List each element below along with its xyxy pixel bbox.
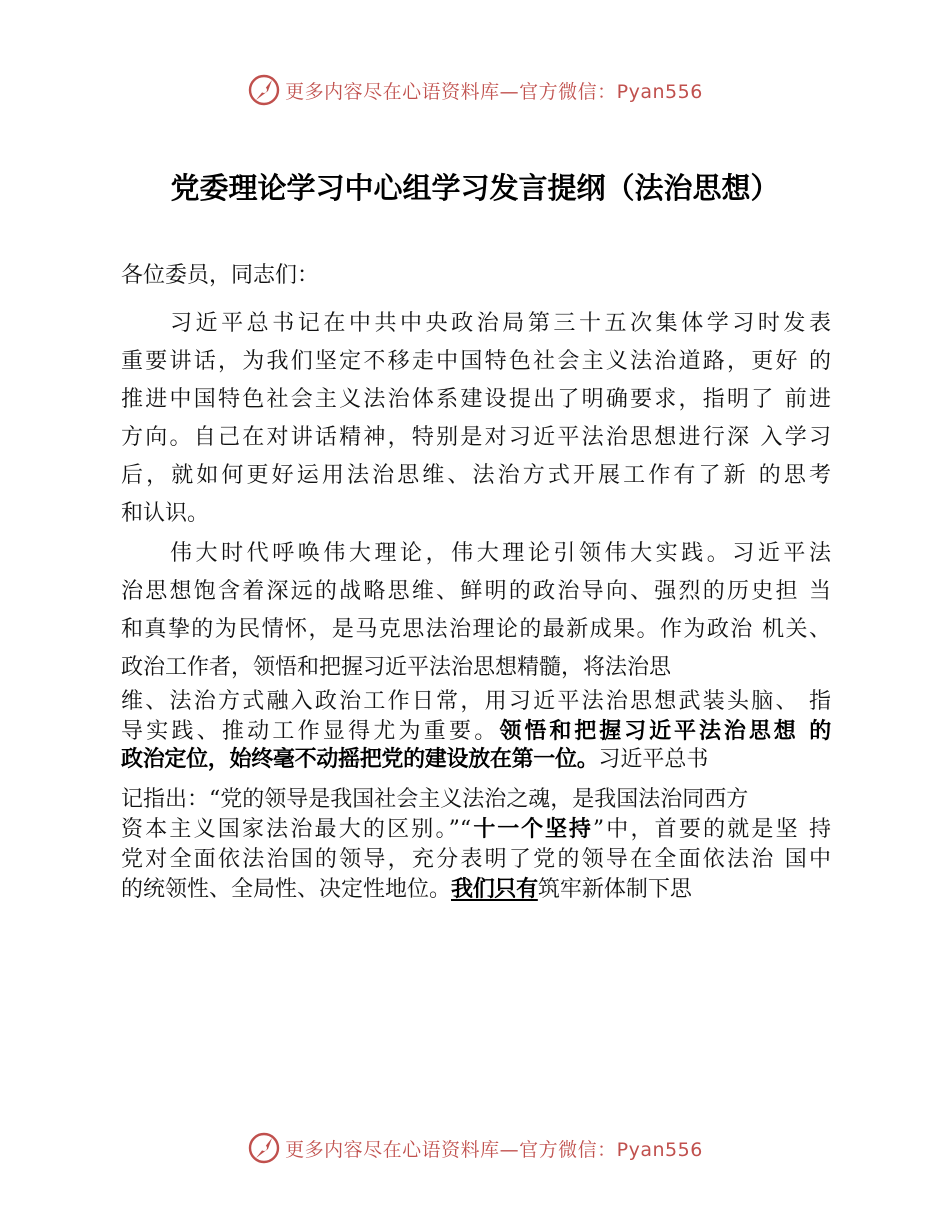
para2-line: 伟大时代呼唤伟大理论，伟大理论引领伟大实践。习近平法 bbox=[170, 541, 831, 566]
para2-line: 记指出：“党的领导是我国社会主义法治之魂，是我国法治同西方 bbox=[121, 787, 749, 812]
para1-line: 后，就如何更好运用法治思维、法治方式开展工作有了新 的思考 bbox=[121, 463, 831, 488]
para2-line: 政治工作者，领悟和把握习近平法治思想精髓，将法治思 bbox=[121, 655, 672, 680]
quill-logo-icon bbox=[247, 73, 281, 107]
normal-text: 的统领性、全局性、决定性地位。 bbox=[121, 877, 452, 902]
para2-line bbox=[121, 714, 831, 745]
banner-text: 更多内容尽在心语资料库—官方微信：Pyan556 bbox=[285, 1138, 703, 1161]
salutation: 各位委员，同志们： bbox=[121, 263, 320, 288]
para2-line bbox=[121, 812, 831, 843]
normal-text: ”中，首要的就是坚 持 bbox=[592, 817, 831, 842]
document-title: 党委理论学习中心组学习发言提纲（法治思想） bbox=[170, 171, 780, 205]
para2-line: 和真挚的为民情怀，是马克思法治理论的最新成果。作为政治 机关、 bbox=[121, 617, 831, 642]
footer-banner bbox=[0, 1128, 950, 1168]
para2-line: 党对全面依法治国的领导，充分表明了党的领导在全面依法治 国中 bbox=[121, 847, 831, 872]
normal-text: 资本主义国家法治最大的区别。”“ bbox=[121, 817, 472, 842]
para2-line: 维、法治方式融入政治工作日常，用习近平法治思想武装头脑、 指 bbox=[121, 689, 831, 714]
bold-text: 政治定位，始终毫不动摇把党的建设放在第一位。 bbox=[121, 747, 599, 772]
para1-line: 习近平总书记在中共中央政治局第三十五次集体学习时发表 bbox=[170, 311, 831, 336]
normal-text: 习近平总书 bbox=[598, 747, 709, 772]
para1-line: 和认识。 bbox=[121, 501, 210, 526]
header-banner bbox=[0, 70, 950, 110]
bold-underlined-text: 我们只有 bbox=[451, 877, 538, 902]
bold-text: 十一个坚持 bbox=[471, 817, 593, 842]
normal-text: 导实践、推动工作显得尤为重要。 bbox=[121, 719, 500, 744]
para1-line: 重要讲话，为我们坚定不移走中国特色社会主义法治道路，更好 的 bbox=[121, 349, 831, 374]
bold-text: 领悟和把握习近平法治思想 的 bbox=[499, 719, 831, 744]
quill-logo-icon bbox=[247, 1131, 281, 1165]
banner-text: 更多内容尽在心语资料库—官方微信：Pyan556 bbox=[285, 80, 703, 103]
para1-line: 方向。自己在对讲话精神，特别是对习近平法治思想进行深 入学习 bbox=[121, 425, 831, 450]
para1-line: 推进中国特色社会主义法治体系建设提出了明确要求，指明了 前进 bbox=[121, 387, 831, 412]
para2-line bbox=[121, 872, 692, 903]
normal-text: 筑牢新体制下思 bbox=[537, 877, 692, 902]
para2-line: 治思想饱含着深远的战略思维、鲜明的政治导向、强烈的历史担 当 bbox=[121, 579, 831, 604]
para2-line bbox=[121, 742, 708, 773]
